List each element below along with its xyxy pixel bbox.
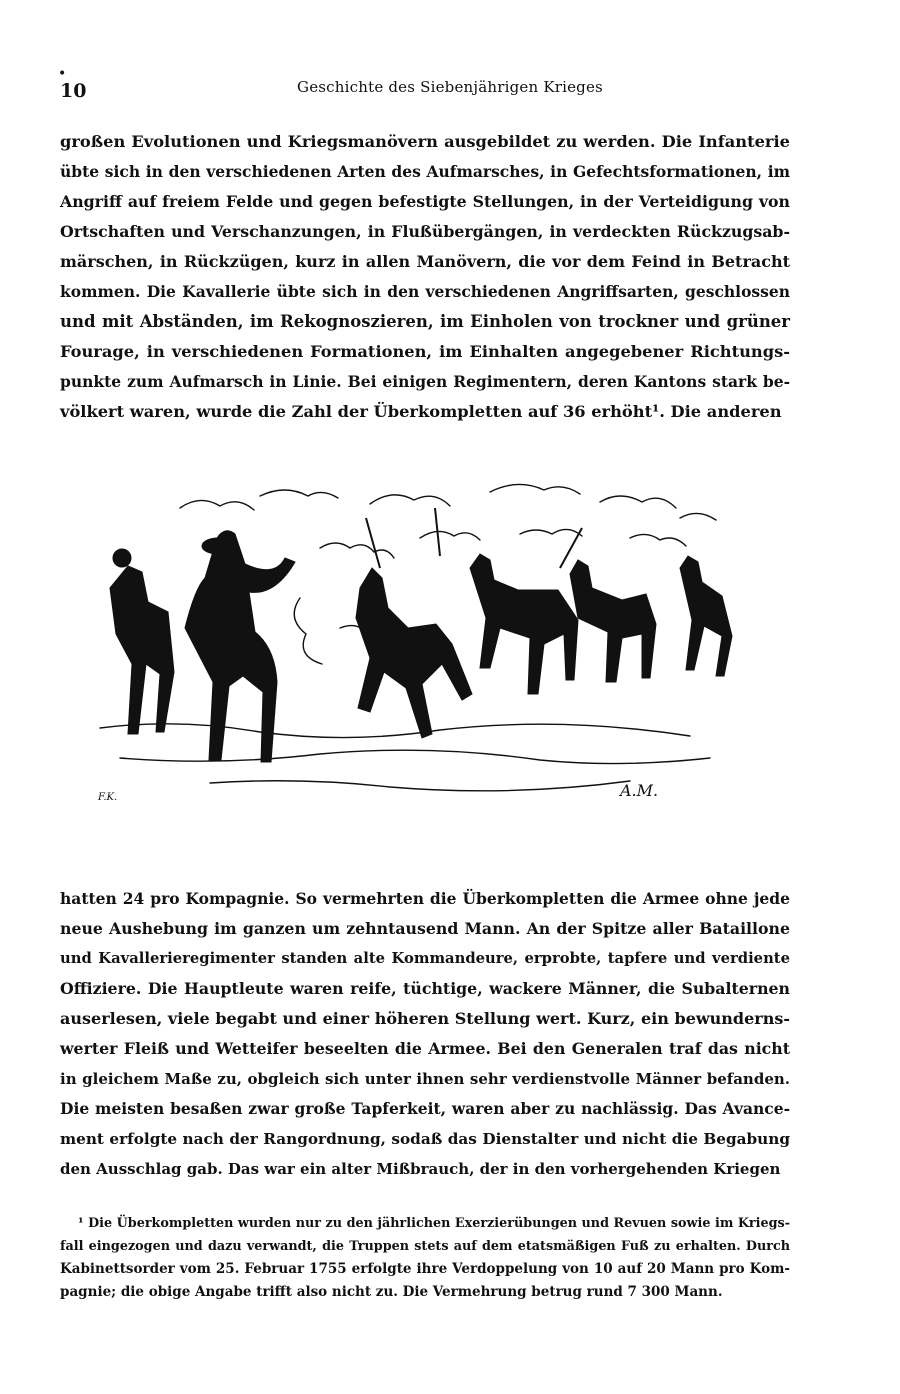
- smoke-stroke: [320, 543, 394, 558]
- text-line: kommen. Die Kavallerie übte sich in den verschiedenen Angriffsarten, geschlossen: [60, 282, 790, 301]
- page-number: 10: [60, 80, 87, 102]
- horse-rider-center: [356, 568, 472, 738]
- cavalry-illustration: [90, 478, 770, 808]
- footnote-line: ¹ Die Überkompletten wurden nur zu den jährlichen Exerzierübungen und Revuen sowie im Kriegs-: [78, 1216, 790, 1231]
- horse-rider-right: [680, 556, 732, 676]
- smoke-stroke: [600, 496, 676, 508]
- text-line: Die meisten besaßen zwar große Tapferkeit, waren aber zu nachlässig. Das Avance-: [60, 1099, 790, 1118]
- smoke-stroke: [630, 534, 686, 546]
- illustrator-signature-left: F.K.: [98, 792, 118, 803]
- tricorn-hat: [202, 538, 234, 554]
- smoke-stroke: [370, 495, 450, 506]
- text-line: neue Aushebung im ganzen um zehntausend Mann. An der Spitze aller Bataillone: [60, 919, 790, 938]
- footnote-line: Kabinettsorder vom 25. Februar 1755 erfolgte ihre Verdoppelung von 10 auf 20 Mann pro Kom-: [60, 1261, 790, 1277]
- footnote: [60, 1212, 790, 1304]
- text-line: punkte zum Aufmarsch in Linie. Bei einigen Regimentern, deren Kantons stark be-: [60, 372, 790, 391]
- text-line: märschen, in Rückzügen, kurz in allen Manövern, die vor dem Feind in Betracht: [60, 252, 790, 271]
- text-line: übte sich in den verschiedenen Arten des Aufmarsches, in Gefechtsformationen, im: [60, 162, 790, 181]
- text-line: hatten 24 pro Kompagnie. So vermehrten die Überkompletten die Armee ohne jede: [60, 889, 790, 908]
- ground-stroke: [100, 724, 690, 738]
- smoke-stroke: [520, 529, 582, 536]
- rider-head: [113, 549, 131, 567]
- smoke-stroke: [294, 598, 322, 664]
- text-line: ment erfolgte nach der Rangordnung, sodaß das Dienstalter und nicht die Begabung: [60, 1130, 790, 1148]
- horse-left: [110, 566, 174, 734]
- text-line: Angriff auf freiem Felde und gegen befestigte Stellungen, in der Verteidigung von: [60, 192, 790, 211]
- text-line: den Ausschlag gab. Das war ein alter Mißbrauch, der in den vorhergehenden Kriegen: [60, 1160, 781, 1178]
- cavalry-sketch: [90, 478, 770, 808]
- body-text-top: [60, 127, 790, 427]
- commander-on-horse: [185, 531, 295, 762]
- footnote-line: pagnie; die obige Angabe trifft also nicht zu. Die Vermehrung betrug rund 7 300 Mann.: [60, 1284, 723, 1300]
- text-line: völkert waren, wurde die Zahl der Überkompletten auf 36 erhöht¹. Die anderen: [60, 402, 782, 421]
- ground-stroke: [210, 781, 630, 791]
- footnote-line: fall eingezogen und dazu verwandt, die Truppen stets auf dem etatsmäßigen Fuß zu erhalten. Durch: [60, 1239, 790, 1254]
- page-mark: •: [58, 66, 67, 82]
- illustrator-signature-right: A.M.: [620, 781, 659, 800]
- text-line: in gleichem Maße zu, obgleich sich unter ihnen sehr verdienstvolle Männer befanden.: [60, 1070, 790, 1088]
- text-line: und Kavallerieregimenter standen alte Kommandeure, erprobte, tapfere und verdiente: [60, 950, 790, 967]
- body-text-bottom: [60, 884, 790, 1184]
- sabre: [366, 518, 380, 568]
- text-line: Ortschaften und Verschanzungen, in Flußübergängen, in verdeckten Rückzugsab-: [60, 222, 790, 241]
- smoke-stroke: [680, 513, 716, 520]
- ground-stroke: [120, 750, 710, 763]
- smoke-stroke: [260, 490, 338, 498]
- smoke-stroke: [420, 531, 480, 540]
- text-line: Offiziere. Die Hauptleute waren reife, tüchtige, wackere Männer, die Subalternen: [60, 979, 790, 998]
- text-line: Fourage, in verschiedenen Formationen, im Einhalten angegebener Richtungs-: [60, 342, 790, 361]
- smoke-stroke: [490, 484, 580, 494]
- horse-rider-group: [570, 560, 656, 682]
- horse-rider-group: [470, 554, 578, 694]
- smoke-stroke: [180, 500, 254, 510]
- text-line: und mit Abständen, im Rekognoszieren, im Einholen von trockner und grüner: [60, 312, 790, 331]
- text-line: werter Fleiß und Wetteifer beseelten die Armee. Bei den Generalen traf das nicht: [60, 1039, 790, 1058]
- text-line: großen Evolutionen und Kriegsmanövern ausgebildet zu werden. Die Infanterie: [60, 132, 790, 151]
- running-head: Geschichte des Siebenjährigen Krieges: [297, 78, 603, 96]
- text-line: auserlesen, viele begabt und einer höheren Stellung wert. Kurz, ein bewunderns-: [60, 1009, 790, 1028]
